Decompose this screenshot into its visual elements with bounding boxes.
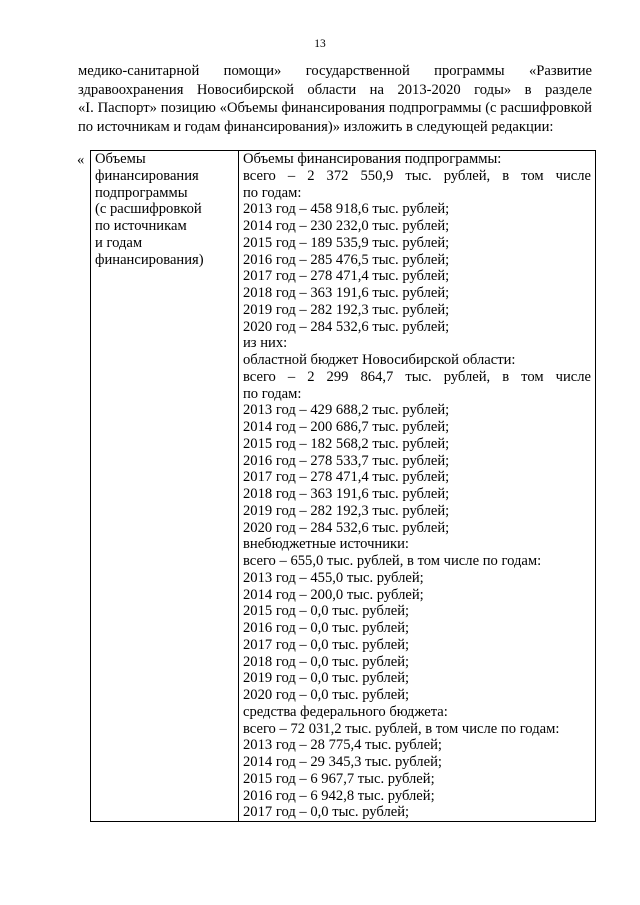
- intro-line: медико-санитарной помощи» государственной программы «Развитие: [78, 63, 592, 79]
- financing-line: 2020 год – 284 532,6 тыс. рублей;: [243, 519, 450, 536]
- financing-line: 2014 год – 200,0 тыс. рублей;: [243, 586, 424, 603]
- intro-line: по источникам и годам финансирования)» изложить в следующей редакции:: [78, 118, 554, 135]
- financing-line: 2015 год – 189 535,9 тыс. рублей;: [243, 234, 450, 251]
- financing-line: 2018 год – 363 191,6 тыс. рублей;: [243, 486, 450, 502]
- financing-line: по годам:: [243, 385, 302, 402]
- financing-line: 2017 год – 0,0 тыс. рублей;: [243, 636, 410, 653]
- financing-line: внебюджетные источники:: [243, 536, 409, 553]
- table-row: [91, 151, 596, 822]
- intro-line: здравоохранения Новосибирской области на 2013-2020 годы» в разделе: [78, 81, 592, 98]
- financing-line: 2015 год – 182 568,2 тыс. рублей;: [243, 435, 450, 452]
- financing-line: 2015 год – 0,0 тыс. рублей;: [243, 603, 410, 620]
- financing-details-cell: [239, 151, 596, 822]
- financing-line: 2016 год – 0,0 тыс. рублей;: [243, 620, 410, 636]
- financing-line: по годам:: [243, 184, 302, 201]
- financing-line: 2016 год – 6 942,8 тыс. рублей;: [243, 787, 435, 804]
- label-line: подпрограммы: [95, 184, 188, 201]
- financing-line: 2016 год – 285 476,5 тыс. рублей;: [243, 251, 450, 268]
- financing-line: 2019 год – 282 192,3 тыс. рублей;: [243, 301, 450, 318]
- financing-line: всего – 2 372 550,9 тыс. рублей, в том числе: [243, 167, 591, 184]
- financing-line: 2014 год – 29 345,3 тыс. рублей;: [243, 754, 442, 770]
- label-line: по источникам: [95, 218, 187, 234]
- label-line: Объемы: [95, 151, 146, 167]
- financing-line: 2017 год – 278 471,4 тыс. рублей;: [243, 469, 450, 486]
- financing-line: 2016 год – 278 533,7 тыс. рублей;: [243, 452, 450, 469]
- opening-quote: «: [77, 152, 85, 168]
- label-line: и годам: [95, 234, 143, 251]
- financing-line: Объемы финансирования подпрограммы:: [243, 151, 502, 167]
- financing-line: 2020 год – 0,0 тыс. рублей;: [243, 687, 410, 703]
- label-cell: [91, 151, 239, 822]
- financing-line: областной бюджет Новосибирской области:: [243, 352, 516, 368]
- financing-table: [90, 150, 596, 822]
- financing-line: 2013 год – 28 775,4 тыс. рублей;: [243, 737, 442, 754]
- financing-line: 2013 год – 458 918,6 тыс. рублей;: [243, 201, 450, 218]
- financing-line: 2013 год – 455,0 тыс. рублей;: [243, 569, 424, 586]
- financing-line: 2020 год – 284 532,6 тыс. рублей;: [243, 318, 450, 335]
- intro-line: «I. Паспорт» позицию «Объемы финансирования подпрограммы (с расшифровкой: [78, 100, 592, 116]
- financing-line: всего – 2 299 864,7 тыс. рублей, в том числе: [243, 368, 591, 385]
- label-line: (с расшифровкой: [95, 201, 202, 218]
- intro-paragraph: [78, 62, 592, 136]
- financing-line: 2014 год – 200 686,7 тыс. рублей;: [243, 419, 450, 435]
- financing-line: средства федерального бюджета:: [243, 703, 448, 720]
- financing-line: всего – 655,0 тыс. рублей, в том числе по годам:: [243, 553, 542, 569]
- financing-line: 2017 год – 278 471,4 тыс. рублей;: [243, 268, 450, 285]
- financing-line: 2013 год – 429 688,2 тыс. рублей;: [243, 402, 450, 419]
- financing-line: 2018 год – 363 191,6 тыс. рублей;: [243, 285, 450, 301]
- financing-line: 2018 год – 0,0 тыс. рублей;: [243, 653, 410, 670]
- financing-line: 2019 год – 0,0 тыс. рублей;: [243, 670, 410, 687]
- label-line: финансирования: [95, 167, 199, 184]
- financing-line: из них:: [243, 335, 288, 352]
- label-line: финансирования): [95, 251, 204, 268]
- page-number: 13: [314, 38, 326, 50]
- financing-line: всего – 72 031,2 тыс. рублей, в том числе по годам:: [243, 720, 560, 737]
- financing-line: 2014 год – 230 232,0 тыс. рублей;: [243, 218, 450, 234]
- financing-line: 2019 год – 282 192,3 тыс. рублей;: [243, 502, 450, 519]
- financing-line: 2017 год – 0,0 тыс. рублей;: [243, 804, 410, 821]
- financing-line: 2015 год – 6 967,7 тыс. рублей;: [243, 770, 435, 787]
